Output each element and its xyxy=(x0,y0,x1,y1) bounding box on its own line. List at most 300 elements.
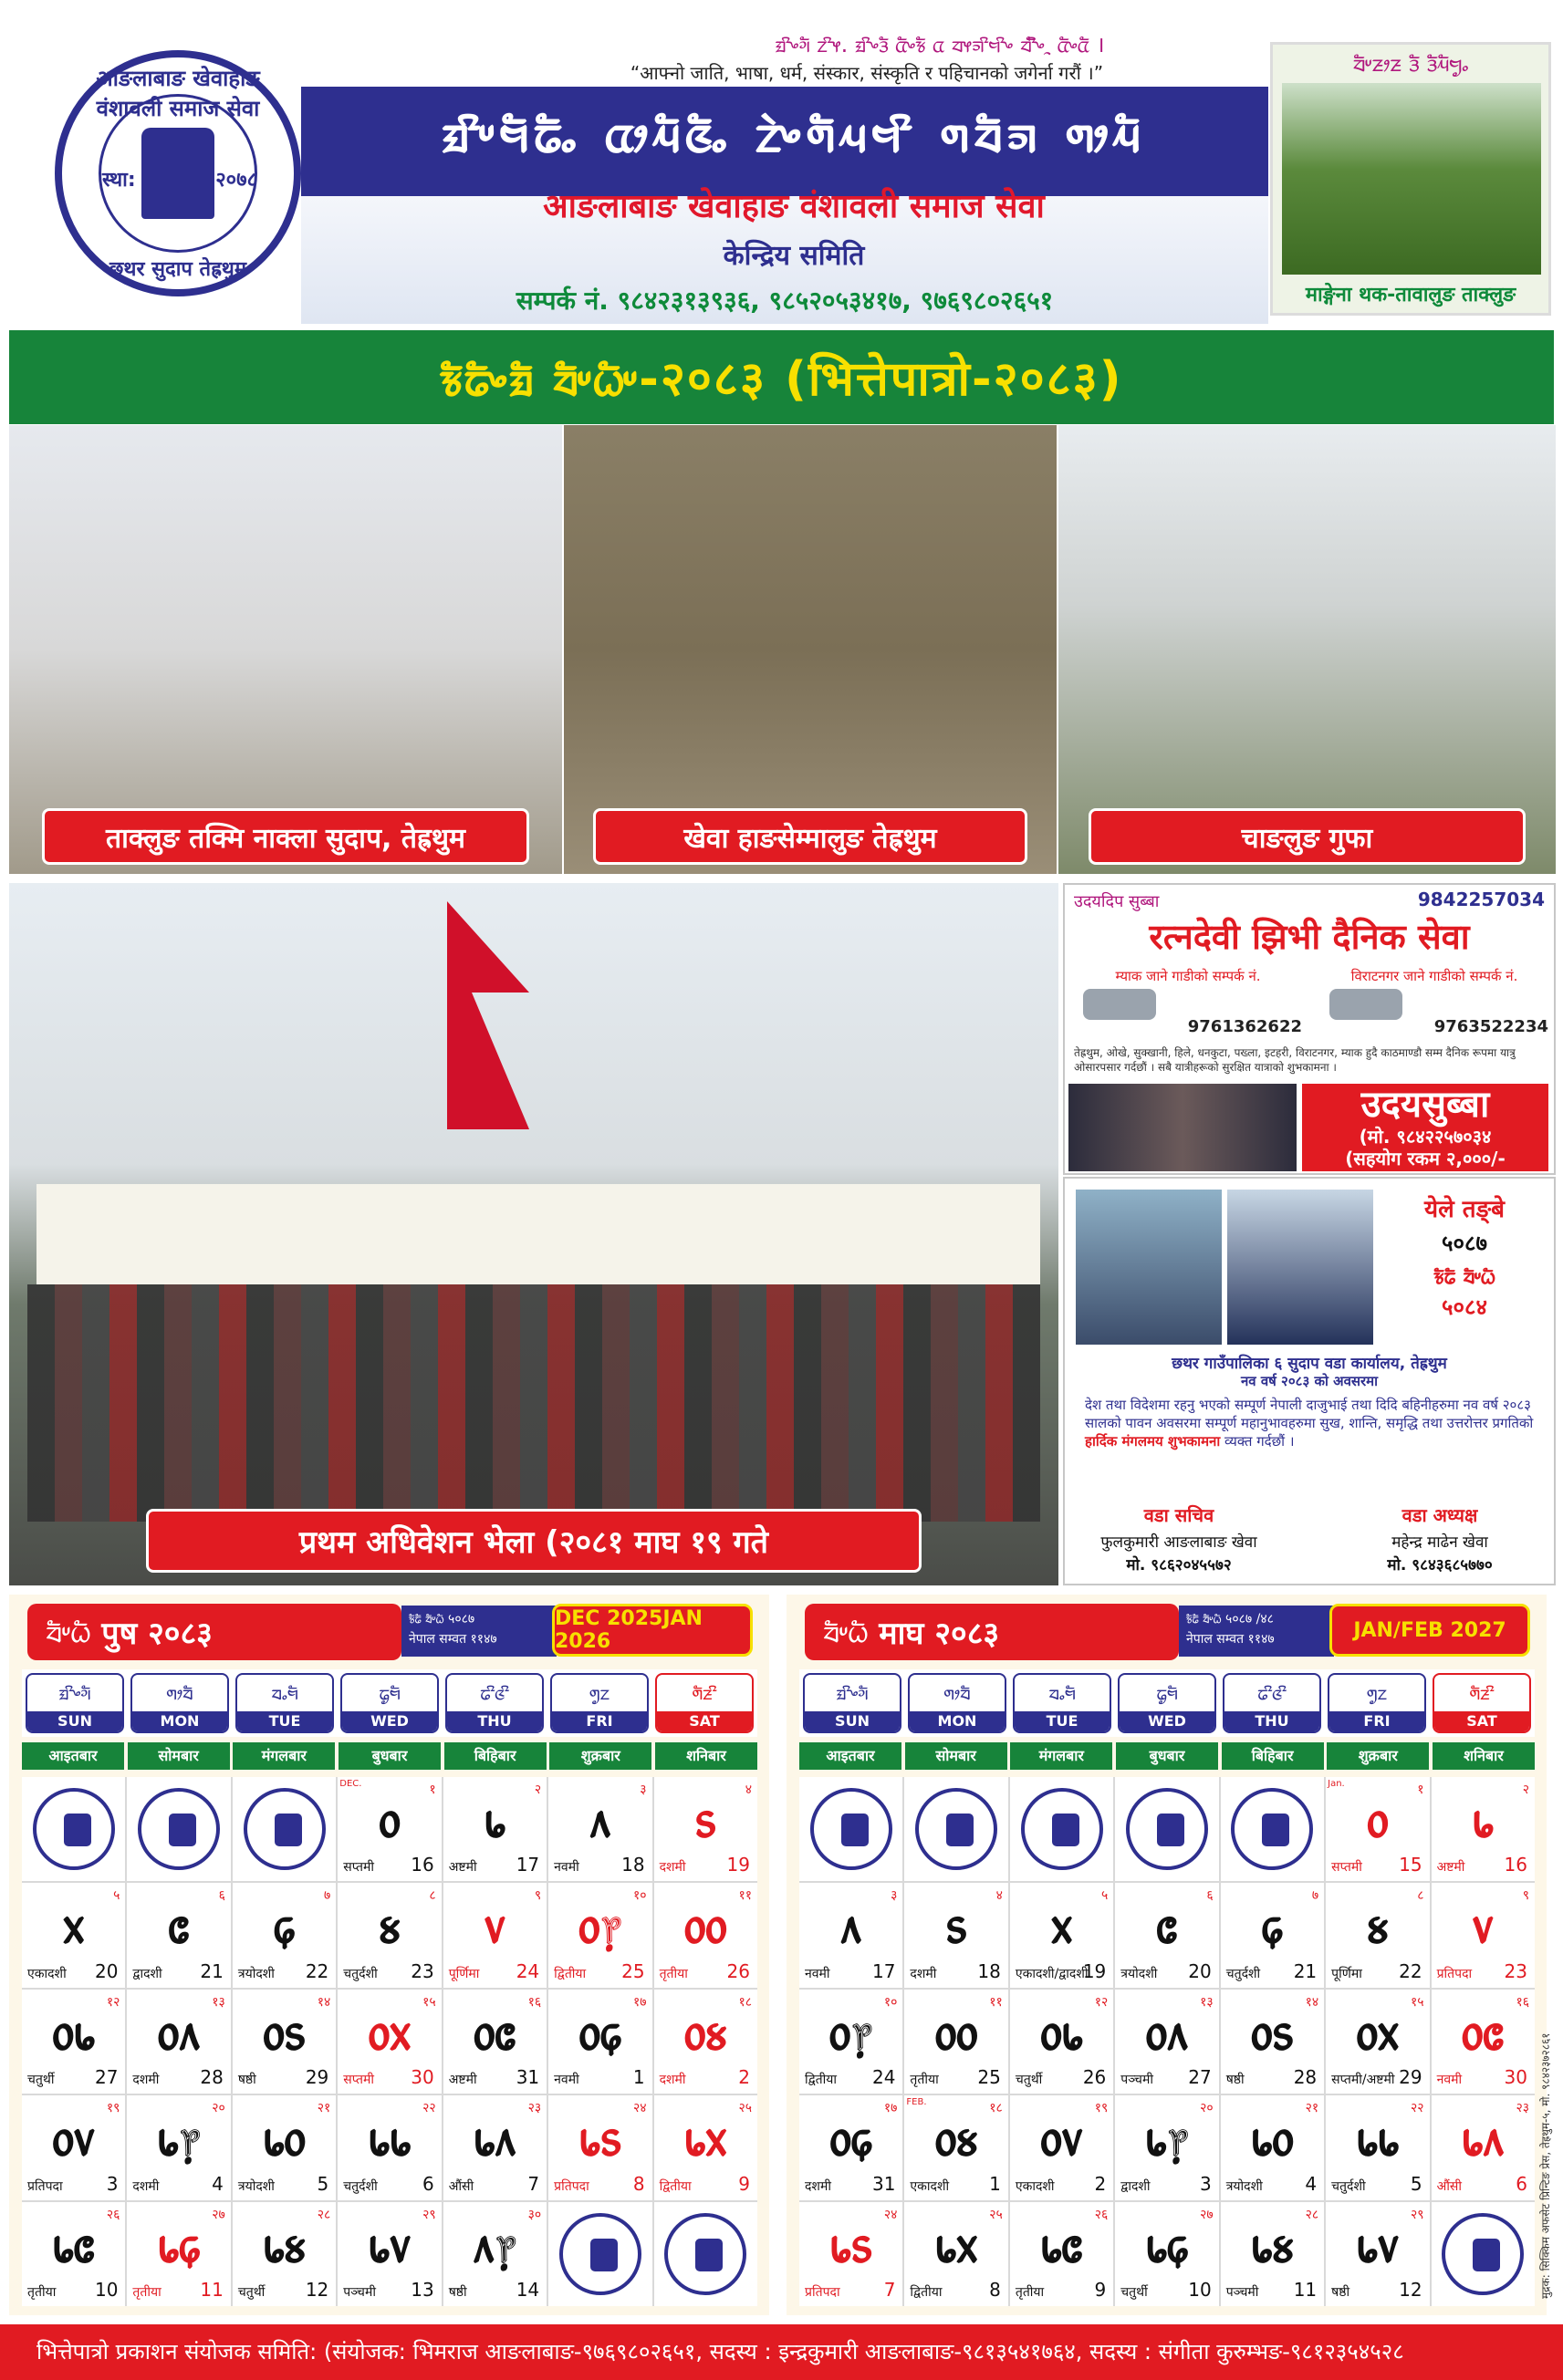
day-limbu: ᥆᥋ xyxy=(1462,2001,1505,2062)
day-limbu: ᥈ xyxy=(589,1790,611,1849)
day-limbu: ᥉ xyxy=(694,1790,716,1849)
day-tithi: तृतीया xyxy=(27,2285,57,2300)
ward-secretary-photo xyxy=(1076,1190,1222,1345)
day-tithi: अष्टमी xyxy=(448,2073,477,2088)
weekday-eng: WED xyxy=(1120,1711,1214,1731)
weekday-wed xyxy=(340,1673,439,1733)
calendar-day xyxy=(443,2202,547,2306)
printer-credit: मुद्रक: सिक्किम अफसेट प्रिन्टिङ प्रेस, तेह्रथुम-५, मो. ९८४२३७२८६१ xyxy=(1539,2032,1552,2299)
crowd xyxy=(27,1284,1040,1522)
calendar-day xyxy=(127,2202,230,2306)
day-devanagari: ११ xyxy=(989,1994,1003,2010)
day-english: 7 xyxy=(527,2172,540,2195)
day-limbu: ᥌ xyxy=(1261,1896,1284,1956)
day-tithi: षष्ठी xyxy=(448,2285,467,2300)
day-limbu: ᥇᥅ xyxy=(1145,2108,1189,2168)
day-tithi: प्रतिपदा xyxy=(554,2178,589,2194)
calendar-day xyxy=(654,2095,757,2199)
group-photo xyxy=(9,883,1058,1585)
cave-photo xyxy=(1058,425,1556,874)
day-devanagari: २९ xyxy=(422,2207,436,2222)
day-tithi: द्वादशी xyxy=(132,1966,162,1981)
day-devanagari: २५ xyxy=(989,2207,1003,2222)
day-tithi: त्रयोदशी xyxy=(237,1966,275,1981)
ad-phone: 9842257034 xyxy=(1417,889,1545,910)
person-name: उदयसुब्बा xyxy=(1360,1084,1490,1126)
day-english: 9 xyxy=(738,2172,750,2195)
weekday-header xyxy=(22,1669,757,1737)
calendar-day xyxy=(1221,2202,1324,2306)
calendar-day xyxy=(1432,1990,1535,2094)
calendar-day xyxy=(1010,1990,1113,2094)
day-english: 7 xyxy=(883,2279,896,2301)
day-tithi: सप्तमी xyxy=(1331,1860,1362,1876)
calendar-grid xyxy=(22,1777,757,2306)
ward-office: छथर गाउँपालिका ६ सुदाप वडा कार्यालय, तेह्रथुम xyxy=(1172,1355,1447,1373)
day-english: 20 xyxy=(1188,1959,1212,1982)
day-tithi: दशमी xyxy=(132,2073,160,2088)
day-tithi: षष्ठी xyxy=(1225,2073,1245,2088)
weekday-thu xyxy=(1223,1673,1321,1733)
weekday-tue xyxy=(235,1673,334,1733)
day-english: 26 xyxy=(1082,2066,1107,2089)
day-english: 16 xyxy=(1504,1854,1527,1876)
photo-stones xyxy=(564,425,1057,874)
day-devanagari: १५ xyxy=(1411,1994,1424,2010)
day-devanagari: १७ xyxy=(883,2101,898,2116)
day-devanagari: १७ xyxy=(633,1994,647,2010)
day-devanagari: २८ xyxy=(317,2207,331,2222)
weekday-eng: SUN xyxy=(27,1711,122,1731)
calendar-day xyxy=(1115,1883,1218,1987)
day-limbu: ᥆᥇ xyxy=(52,2001,95,2062)
yele-limbu: ᤃᤠᤒᤠ ᤔᤠᤸᤐᤠ xyxy=(1433,1263,1495,1289)
day-english: 30 xyxy=(411,2066,434,2089)
calendar-day xyxy=(548,1883,651,1987)
day-devanagari: १२ xyxy=(1094,1994,1109,2010)
day-limbu: ᥈᥅ xyxy=(473,2214,517,2274)
day-tithi: पञ्चमी xyxy=(343,2285,376,2300)
calendar-day xyxy=(1432,2095,1535,2199)
day-tithi: अष्टमी xyxy=(448,1860,477,1876)
day-tithi: एकादशी xyxy=(910,2178,950,2194)
weekday-limbu: ᤒᤡᤜᤡ xyxy=(1257,1681,1287,1705)
day-devanagari: ३० xyxy=(527,2207,542,2222)
day-english: 12 xyxy=(305,2279,329,2301)
day-tithi: पञ्चमी xyxy=(1225,2285,1259,2300)
day-devanagari: २२ xyxy=(422,2101,436,2116)
day-tithi: चतुर्दशी xyxy=(1331,2178,1366,2194)
ward-occasion: नव वर्ष २०८३ को अवसरमा xyxy=(1240,1373,1379,1389)
weekday-mon xyxy=(130,1673,229,1733)
day-devanagari: ८ xyxy=(429,1888,436,1904)
transport-ad xyxy=(1063,883,1556,1175)
day-limbu: ᥆ xyxy=(379,1790,401,1849)
calendar-day xyxy=(443,2095,547,2199)
calendar-day xyxy=(904,1990,1007,2094)
day-devanagari: १८ xyxy=(738,1994,752,2010)
month-title xyxy=(27,1604,401,1660)
day-english: 25 xyxy=(621,1959,645,1982)
day-limbu: ᥇᥍ xyxy=(1251,2214,1294,2274)
day-limbu: ᥇᥉ xyxy=(578,2108,622,2168)
day-english: 29 xyxy=(305,2066,329,2089)
header-photo-caption-bottom: माङ्गेना थक-तावालुङ ताक्लुङ xyxy=(1305,284,1516,307)
weekday-nep-label: शनिबार xyxy=(1433,1742,1535,1770)
month-meta xyxy=(1179,1606,1334,1657)
sig-name: फुलकुमारी आङलाबाङ खेवा xyxy=(1100,1533,1257,1552)
logo-top-text: आङलाबाङ खेवाहाङ वंशावली समाज सेवा xyxy=(96,66,260,121)
weekday-thu xyxy=(445,1673,544,1733)
calendar-logo-cell xyxy=(1221,1777,1324,1881)
day-limbu: ᥇᥊ xyxy=(684,2108,727,2168)
calendar-day xyxy=(548,1777,651,1881)
weekday-nep-label: बुधबार xyxy=(1116,1742,1218,1770)
day-english: 6 xyxy=(1516,2172,1527,2195)
day-devanagari: १८ xyxy=(989,2101,1003,2116)
day-english: 5 xyxy=(317,2172,329,2195)
day-devanagari: १२ xyxy=(106,1994,120,2010)
day-limbu: ᥇ xyxy=(484,1790,506,1849)
day-tithi: पञ्चमी xyxy=(1120,2073,1153,2088)
day-devanagari: २१ xyxy=(317,2101,331,2116)
day-tithi: चतुर्दशी xyxy=(343,1966,378,1981)
greeting-text: देश तथा विदेशमा रहनु भएको सम्पूर्ण नेपाली दाजुभाई तथा दिदि बहिनीहरुमा नव वर्ष २०८३ सालको पावन अवसरमा सम्पूर्ण महानुभावहरुमा सुख, शान्ति, समृद्धि तथा उत्तरोत्तर प्रगतिको xyxy=(1085,1397,1534,1431)
day-devanagari: २० xyxy=(212,2101,225,2116)
day-english: 3 xyxy=(106,2172,119,2195)
calendar-logo-cell xyxy=(1010,1777,1113,1881)
day-limbu: ᥇᥉ xyxy=(829,2214,872,2274)
sig-title: वडा अध्यक्ष xyxy=(1401,1504,1478,1526)
day-tithi: दशमी xyxy=(659,2073,686,2088)
day-limbu: ᥆ xyxy=(1367,1790,1389,1849)
weekday-nep-label: आइतबार xyxy=(799,1742,901,1770)
calendar-day xyxy=(443,1990,547,2094)
tagline-limbu: ᤀᤡᤴᤆᤠ ᤁᤡᤶ. ᤀᤡᤴᤋᤠ ᤂᤠᤴᤃᤠ ᤂ ᤔᤶᤈᤡᤗᤡᤴ ᤔᤡᤠᤴᤳ ᤂᤠᤴᤂᤠ । xyxy=(775,32,1105,57)
weekday-limbu: ᤛᤠᤏᤡ xyxy=(1469,1681,1495,1705)
day-limbu: ᥇᥈ xyxy=(1462,2108,1505,2168)
person-phone: (मो. ९८४२२५७०३४ xyxy=(1359,1126,1492,1148)
day-limbu: ᥇᥆ xyxy=(1251,2108,1294,2168)
organization-logo-icon xyxy=(244,1788,326,1870)
day-tithi: सप्तमी/अष्टमी xyxy=(1331,2073,1395,2088)
day-devanagari: ९ xyxy=(534,1888,542,1904)
calendar-logo-cell xyxy=(127,1777,230,1881)
bus-contacts xyxy=(1074,967,1548,1040)
day-english: 17 xyxy=(516,1854,540,1876)
day-tithi: अष्टमी xyxy=(1436,1860,1465,1876)
sig-title: वडा सचिव xyxy=(1143,1504,1214,1526)
weekday-eng: SAT xyxy=(657,1711,752,1731)
day-devanagari: २० xyxy=(1200,2101,1214,2116)
day-devanagari: १६ xyxy=(1516,1994,1529,2010)
day-devanagari: १३ xyxy=(1200,1994,1214,2010)
bus-left xyxy=(1074,967,1302,1040)
calendar-magh xyxy=(787,1595,1547,2315)
weekday-eng: THU xyxy=(447,1711,542,1731)
weekday-eng: MON xyxy=(910,1711,1005,1731)
day-tithi: द्वितीया xyxy=(805,2073,838,2088)
day-english: 25 xyxy=(977,2066,1001,2089)
van-icon xyxy=(1083,989,1156,1020)
calendar-day xyxy=(1326,2202,1429,2306)
calendar-day xyxy=(548,1990,651,2094)
day-devanagari: २७ xyxy=(212,2207,225,2222)
day-devanagari: ७ xyxy=(1311,1888,1319,1904)
day-tithi: प्रतिपदा xyxy=(805,2285,840,2300)
signature-chair xyxy=(1326,1502,1554,1575)
calendar-logo-cell xyxy=(1115,1777,1218,1881)
month-meta-sambat: नेपाल सम्वत ११४७ xyxy=(409,1632,497,1647)
weekday-nep-label: शनिबार xyxy=(655,1742,757,1770)
day-english: 24 xyxy=(871,2066,896,2089)
weekday-nep-label: सोमबार xyxy=(905,1742,1007,1770)
day-limbu: ᥋ xyxy=(168,1896,190,1956)
calendar-day xyxy=(1010,2095,1113,2199)
weekday-limbu: ᤛᤢᤁ xyxy=(589,1681,610,1705)
day-devanagari: ५ xyxy=(1101,1888,1109,1904)
day-devanagari: २ xyxy=(1522,1782,1529,1797)
signature-secretary xyxy=(1065,1502,1293,1575)
calendar-day xyxy=(338,2202,441,2306)
month-nepali: माघ २०८३ xyxy=(879,1616,1000,1652)
calendar-day xyxy=(1326,1777,1429,1881)
day-tithi: नवमी xyxy=(805,1966,830,1981)
day-devanagari: २७ xyxy=(1200,2207,1214,2222)
weekday-nep-label: शुक्रबार xyxy=(1327,1742,1429,1770)
weekday-eng: FRI xyxy=(1329,1711,1424,1731)
day-tithi: नवमी xyxy=(1436,2073,1463,2088)
weekday-limbu: ᤛᤣᤔᤠ xyxy=(943,1681,971,1705)
organization-logo xyxy=(55,50,301,296)
calendar-day xyxy=(1326,1990,1429,2094)
weekday-limbu: ᤒᤡᤜᤡ xyxy=(480,1681,509,1705)
month-meta-sambat: नेपाल सम्वत ११४७ xyxy=(1186,1632,1275,1647)
bus-right-label: विराटनगर जाने गाडीको सम्पर्क नं. xyxy=(1350,968,1518,984)
day-tithi: तृतीया xyxy=(910,2073,939,2088)
day-tithi: चतुर्थी xyxy=(1015,2073,1043,2088)
day-tithi: तृतीया xyxy=(132,2285,162,2300)
calendar-day xyxy=(127,1883,230,1987)
weekday-eng: WED xyxy=(342,1711,437,1731)
day-english: 2 xyxy=(738,2066,750,2089)
day-devanagari: १९ xyxy=(106,2101,120,2116)
weekday-limbu: ᤀᤡᤴᤆᤠ xyxy=(836,1681,869,1705)
day-limbu: ᥊ xyxy=(1050,1896,1073,1956)
month-meta-limbu: ᤃᤠᤒᤠ ᤔᤠᤸᤐᤠ ५०८७ xyxy=(409,1612,475,1627)
day-limbu: ᥆᥋ xyxy=(474,2001,516,2062)
sig-phone: मो. ९८६२०४५५७२ xyxy=(1126,1556,1232,1575)
calendar-day xyxy=(1010,1883,1113,1987)
organization-logo-icon xyxy=(138,1788,220,1870)
family-photo xyxy=(1068,1084,1297,1171)
calendar-day xyxy=(1326,2095,1429,2199)
weekday-header xyxy=(799,1669,1535,1737)
day-limbu: ᥋ xyxy=(1156,1896,1178,1956)
day-limbu: ᥆᥆ xyxy=(934,2001,978,2062)
day-limbu: ᥇᥇ xyxy=(368,2108,412,2168)
day-limbu: ᥆᥈ xyxy=(1145,2001,1189,2062)
day-devanagari: २२ xyxy=(1411,2101,1424,2116)
yele-number: ५०८७ xyxy=(1442,1231,1487,1256)
month-limbu: ᤔᤠᤸᤐᤠ xyxy=(823,1613,869,1650)
day-limbu: ᥆᥈ xyxy=(157,2001,201,2062)
day-devanagari: १६ xyxy=(527,1994,542,2010)
day-english: 19 xyxy=(1082,1959,1107,1982)
day-tithi: एकादशी/द्वादशी xyxy=(1015,1966,1089,1981)
day-tithi: दशमी xyxy=(132,2178,160,2194)
weekday-nep-label: बुधबार xyxy=(339,1742,441,1770)
bus-left-label: म्याक जाने गाडीको सम्पर्क नं. xyxy=(1115,968,1261,984)
day-english: 26 xyxy=(726,1959,750,1982)
day-note: DEC. xyxy=(339,1779,362,1789)
calendar-day xyxy=(904,2095,1007,2199)
organization-logo-icon xyxy=(559,2213,641,2295)
organization-logo-icon xyxy=(1126,1788,1208,1870)
yele-title: येले तङ्बे xyxy=(1424,1196,1505,1223)
day-devanagari: १ xyxy=(1417,1782,1424,1797)
day-limbu: ᥇᥌ xyxy=(157,2214,201,2274)
day-tithi: चतुर्थी xyxy=(27,2073,55,2088)
day-devanagari: ९ xyxy=(1522,1888,1529,1904)
ad-name: रत्नदेवी झिभी दैनिक सेवा xyxy=(1149,917,1470,957)
day-limbu: ᥇᥎ xyxy=(1356,2214,1400,2274)
day-english: 18 xyxy=(977,1959,1001,1982)
day-devanagari: १९ xyxy=(1094,2101,1109,2116)
calendar-day xyxy=(22,2202,125,2306)
day-english: 11 xyxy=(1293,2279,1318,2301)
tagline-nepali: “आफ्नो जाति, भाषा, धर्म, संस्कार, संस्कृति र पहिचानको जगेर्ना गरौं ।” xyxy=(630,62,1104,84)
day-limbu: ᥆᥊ xyxy=(1356,2001,1400,2062)
calendar-day xyxy=(1115,1990,1218,2094)
month-title xyxy=(805,1604,1179,1660)
day-limbu: ᥇᥈ xyxy=(474,2108,516,2168)
day-english: 10 xyxy=(94,2279,119,2301)
day-tithi: प्रतिपदा xyxy=(27,2178,63,2194)
day-devanagari: २४ xyxy=(633,2101,647,2116)
weekday-eng: THU xyxy=(1224,1711,1319,1731)
day-tithi: दशमी xyxy=(659,1860,686,1876)
day-english: 30 xyxy=(1504,2066,1527,2089)
subtitle: केन्द्रिय समिति xyxy=(723,240,865,272)
day-limbu: ᥇᥇ xyxy=(1356,2108,1400,2168)
calendar-day xyxy=(1115,2202,1218,2306)
day-tithi: द्वादशी xyxy=(1120,2178,1151,2194)
ward-chair-photo xyxy=(1227,1190,1373,1345)
donation-amount: (सहयोग रकम २,०००/- xyxy=(1345,1148,1506,1169)
weekday-limbu: ᤔᤱᤗᤠ xyxy=(1048,1681,1076,1705)
day-devanagari: ६ xyxy=(218,1888,225,1904)
day-devanagari: २ xyxy=(534,1782,542,1797)
day-limbu: ᥈ xyxy=(840,1896,862,1956)
day-limbu: ᥍ xyxy=(1367,1896,1389,1956)
greeting-bold: हार्दिक मंगलमय शुभकामना xyxy=(1085,1433,1221,1450)
weekday-nep-label: बिहिबार xyxy=(1222,1742,1324,1770)
weekday-wed xyxy=(1118,1673,1216,1733)
day-english: 27 xyxy=(94,2066,119,2089)
calendar-logo-cell xyxy=(233,1777,336,1881)
bus-right xyxy=(1320,967,1548,1040)
yele-limbu-number: ५०८४ xyxy=(1442,1294,1487,1320)
day-limbu: ᥆᥌ xyxy=(578,2001,622,2062)
calendar-grid xyxy=(799,1777,1535,2306)
van-icon xyxy=(1329,989,1402,1020)
calendar-day xyxy=(904,2202,1007,2306)
weekday-sun xyxy=(803,1673,901,1733)
calendar-poush xyxy=(9,1595,769,2315)
calendar-title-banner xyxy=(9,330,1554,424)
day-english: 21 xyxy=(1293,1959,1318,1982)
weekday-eng: SAT xyxy=(1434,1711,1529,1731)
calendar-day xyxy=(1326,1883,1429,1987)
calendar-day xyxy=(233,2095,336,2199)
day-english: 21 xyxy=(200,1959,224,1982)
logo-left-text: स्था: xyxy=(102,169,136,192)
calendar-day xyxy=(1115,2095,1218,2199)
title-nepali: आङलाबाङ खेवाहाङ वंशावली समाज सेवा xyxy=(543,188,1045,225)
day-limbu: ᥇᥎ xyxy=(368,2214,412,2274)
logo-right-text: २०७८ xyxy=(215,169,257,192)
day-tithi: औंसी xyxy=(448,2178,474,2194)
day-english: 3 xyxy=(1199,2172,1212,2195)
calendar-day xyxy=(1221,1883,1324,1987)
day-tithi: त्रयोदशी xyxy=(1120,1966,1158,1981)
day-english: 22 xyxy=(1399,1959,1422,1982)
calendar-day xyxy=(654,1990,757,2094)
day-english: 8 xyxy=(989,2279,1001,2301)
group-photo-caption: प्रथम अधिवेशन भेला (२०८१ माघ १९ गते xyxy=(146,1509,922,1573)
day-limbu: ᥇᥋ xyxy=(1040,2214,1083,2274)
day-limbu: ᥆᥍ xyxy=(934,2108,978,2168)
day-english: 31 xyxy=(871,2172,896,2195)
weekday-nepali xyxy=(22,1742,757,1772)
day-english: 23 xyxy=(411,1959,434,1982)
day-devanagari: ११ xyxy=(738,1888,752,1904)
ad-fine-print: तेह्रथुम, ओखे, सुक्खानी, हिले, धनकुटा, पख्ला, इटहरी, विराटनगर, म्याक हुदै काठमाण्डौ सम्म दैनिक रूपमा यात्रु ओसारपसार गर्दछौं । सबै यात्रीहरूको सुरक्षित यात्राको शुभकामना । xyxy=(1074,1046,1516,1074)
day-english: 8 xyxy=(632,2172,645,2195)
calendar-day xyxy=(443,1777,547,1881)
weekday-nep-label: शुक्रबार xyxy=(549,1742,651,1770)
day-english: 13 xyxy=(411,2279,434,2301)
day-limbu: ᥆᥅ xyxy=(578,1896,622,1956)
weekday-nep-label: मंगलबार xyxy=(1010,1742,1112,1770)
calendar-day xyxy=(799,2202,902,2306)
month-limbu: ᤔᤠᤸᤐᤠ xyxy=(46,1613,91,1650)
month-meta-limbu: ᤃᤠᤒᤠ ᤔᤠᤸᤐᤠ ५०८७ /४८ xyxy=(1186,1612,1274,1627)
day-limbu: ᥊ xyxy=(63,1896,85,1956)
day-limbu: ᥍ xyxy=(379,1896,401,1956)
day-english: 14 xyxy=(516,2279,540,2301)
photo-caption: ताक्लुङ तक्मि नाक्ला सुदाप, तेह्रथुम xyxy=(42,808,528,865)
day-devanagari: १५ xyxy=(422,1994,436,2010)
nepal-flag-icon xyxy=(447,901,529,1129)
day-tithi: नवमी xyxy=(554,1860,579,1876)
day-tithi: चतुर्थी xyxy=(1120,2285,1148,2300)
day-limbu: ᥉ xyxy=(945,1896,967,1956)
day-limbu: ᥎ xyxy=(484,1896,506,1956)
day-devanagari: २३ xyxy=(1516,2101,1529,2116)
day-english: 20 xyxy=(94,1959,119,1982)
day-english: 23 xyxy=(1504,1959,1527,1982)
day-english: 10 xyxy=(1188,2279,1212,2301)
calendar-day xyxy=(338,1990,441,2094)
day-english: 1 xyxy=(632,2066,645,2089)
calendar-header xyxy=(9,1595,769,1671)
calendar-day xyxy=(799,1990,902,2094)
weekday-limbu: ᤔᤱᤗᤠ xyxy=(271,1681,298,1705)
organization-logo-icon xyxy=(1231,1788,1313,1870)
day-limbu: ᥇᥍ xyxy=(263,2214,306,2274)
